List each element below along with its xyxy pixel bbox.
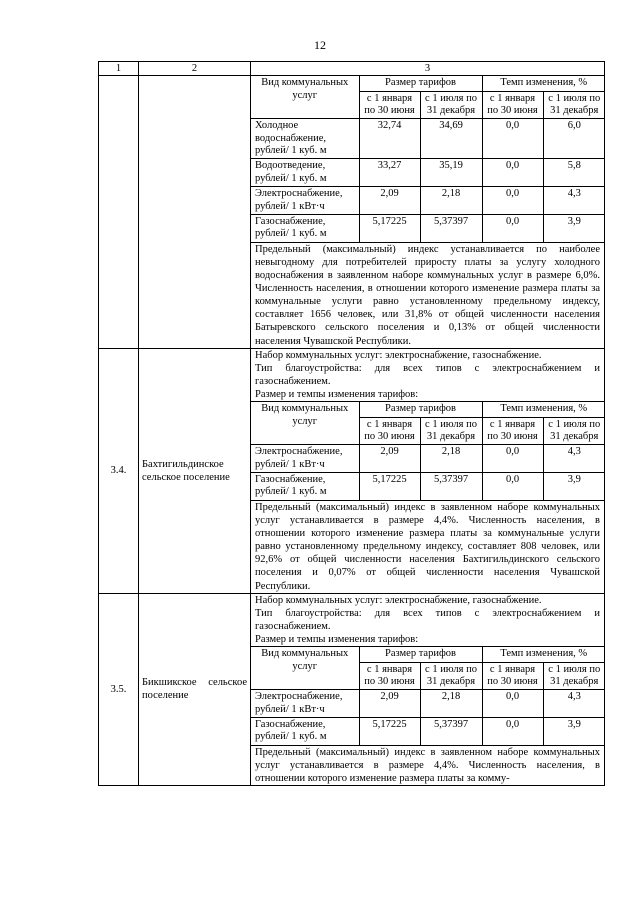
period-2: с 1 июля по 31 декабря [543, 91, 605, 119]
block2-num: 3.4. [99, 348, 139, 593]
service-name: Водоотведение, рублей/ 1 куб. м [251, 159, 359, 187]
tariff-row [251, 187, 605, 215]
service-name: Газоснабжение, рублей/ 1 куб. м [251, 473, 359, 501]
rate-value: 0,0 [482, 159, 543, 187]
tariff-value: 2,18 [420, 187, 482, 215]
rate-value: 0,0 [482, 690, 543, 718]
tariff-row [251, 473, 605, 501]
tariff-value: 5,17225 [359, 214, 420, 242]
main-table [98, 61, 605, 786]
tariff-header-rate: Темп изменения, % [482, 647, 605, 662]
period-1: с 1 января по 30 июня [359, 417, 420, 445]
block1-num [99, 76, 139, 349]
block1-name [139, 76, 251, 349]
rate-value: 0,0 [482, 473, 543, 501]
block3-type: Тип благоустройства: для всех типов с электроснабжением и газоснабжением. [255, 607, 600, 632]
rate-value: 4,3 [543, 445, 605, 473]
tariff-header-size: Размер тарифов [359, 76, 482, 91]
tariff-value: 2,09 [359, 445, 420, 473]
period-1: с 1 января по 30 июня [359, 91, 420, 119]
tariff-table-3 [251, 646, 605, 746]
service-name: Газоснабжение, рублей/ 1 куб. м [251, 214, 359, 242]
rate-value: 5,8 [543, 159, 605, 187]
period-2: с 1 июля по 31 декабря [420, 662, 482, 690]
period-1: с 1 января по 30 июня [482, 91, 543, 119]
rate-value: 0,0 [482, 187, 543, 215]
tariff-row [251, 214, 605, 242]
service-name: Холодное водоснабжение, рублей/ 1 куб. м [251, 119, 359, 159]
row-block3 [99, 593, 605, 786]
tariff-value: 35,19 [420, 159, 482, 187]
tariff-value: 2,09 [359, 690, 420, 718]
period-1: с 1 января по 30 июня [482, 417, 543, 445]
tariff-value: 5,37397 [420, 473, 482, 501]
service-name: Электроснабжение, рублей/ 1 кВт·ч [251, 690, 359, 718]
row-block1 [99, 76, 605, 349]
rate-value: 0,0 [482, 214, 543, 242]
block2-note: Предельный (максимальный) индекс в заявленном наборе коммунальных услуг устанавливается в размере 4,4%. Численность населения, в отношении которого изменение размера платы за коммунальные услуги равно установленному предельному индексу, составляет 808 человек, или 92,6% от общей численности населения Бахтигильдинского сельского поселения и 0,07% от общей численности населения Чувашской Республики. [255, 501, 600, 592]
tariff-row [251, 445, 605, 473]
tariff-table-1 [251, 76, 605, 243]
period-2: с 1 июля по 31 декабря [420, 91, 482, 119]
period-2: с 1 июля по 31 декабря [543, 417, 605, 445]
rate-value: 3,9 [543, 473, 605, 501]
rate-value: 0,0 [482, 718, 543, 746]
block2-caption: Размер и темпы изменения тарифов: [255, 389, 419, 400]
service-name: Электроснабжение, рублей/ 1 кВт·ч [251, 445, 359, 473]
period-2: с 1 июля по 31 декабря [420, 417, 482, 445]
block3-name: Бикшикское сельское поселение [139, 593, 251, 786]
tariff-value: 33,27 [359, 159, 420, 187]
tariff-value: 2,09 [359, 187, 420, 215]
page-number: 12 [314, 38, 326, 52]
block2-set: Набор коммунальных услуг: электроснабжение, газоснабжение. [255, 349, 542, 361]
rate-value: 6,0 [543, 119, 605, 159]
tariff-header-kind: Вид коммунальных услуг [251, 76, 359, 119]
block2-content [251, 348, 605, 593]
rate-value: 0,0 [482, 119, 543, 159]
block1-content [251, 76, 605, 349]
block3-content [251, 593, 605, 786]
block1-note: Предельный (максимальный) индекс устанавливается по наиболее невыгодному для потребителей приросту платы за услугу холодного водоснабжения в заявленном наборе коммунальных услуг в размере 6,0%. Численность населения, в отношении которого изменение размера платы за коммунальные услуги равно установленному предельному индексу, составляет 1656 человек, или 31,8% от общей численности населения Батыревского сельского поселения и 0,13% от общей численности населения Чувашской Республики. [255, 243, 600, 347]
tariff-header-size: Размер тарифов [359, 647, 482, 662]
service-name: Газоснабжение, рублей/ 1 куб. м [251, 718, 359, 746]
period-1: с 1 января по 30 июня [482, 662, 543, 690]
rate-value: 3,9 [543, 214, 605, 242]
header-row [99, 62, 605, 76]
rate-value: 4,3 [543, 690, 605, 718]
tariff-row [251, 718, 605, 746]
tariff-value: 2,18 [420, 445, 482, 473]
tariff-row [251, 159, 605, 187]
rate-value: 3,9 [543, 718, 605, 746]
tariff-value: 5,17225 [359, 718, 420, 746]
tariff-header-rate: Темп изменения, % [482, 76, 605, 91]
tariff-value: 5,37397 [420, 718, 482, 746]
service-name: Электроснабжение, рублей/ 1 кВт·ч [251, 187, 359, 215]
period-1: с 1 января по 30 июня [359, 662, 420, 690]
block3-num: 3.5. [99, 593, 139, 786]
tariff-header-kind: Вид коммунальных услуг [251, 402, 359, 445]
tariff-value: 2,18 [420, 690, 482, 718]
tariff-table-2 [251, 401, 605, 501]
period-2: с 1 июля по 31 декабря [543, 662, 605, 690]
block3-set: Набор коммунальных услуг: электроснабжение, газоснабжение. [255, 594, 542, 606]
tariff-value: 34,69 [420, 119, 482, 159]
tariff-value: 5,37397 [420, 214, 482, 242]
header-col3: 3 [251, 62, 605, 76]
tariff-header-size: Размер тарифов [359, 402, 482, 417]
block3-caption: Размер и темпы изменения тарифов: [255, 634, 419, 645]
tariff-value: 5,17225 [359, 473, 420, 501]
rate-value: 0,0 [482, 445, 543, 473]
tariff-row [251, 690, 605, 718]
block3-note: Предельный (максимальный) индекс в заявленном наборе коммунальных услуг устанавливается в размере 4,4%. Численность населения, в отношении которого изменение размера платы за комму- [255, 746, 600, 784]
rate-value: 4,3 [543, 187, 605, 215]
tariff-header-kind: Вид коммунальных услуг [251, 647, 359, 690]
header-col1: 1 [99, 62, 139, 76]
tariff-value: 32,74 [359, 119, 420, 159]
row-block2 [99, 348, 605, 593]
tariff-header-rate: Темп изменения, % [482, 402, 605, 417]
block2-type: Тип благоустройства: для всех типов с электроснабжением и газоснабжением. [255, 362, 600, 387]
block2-name: Бахтигильдинское сельское поселение [139, 348, 251, 593]
header-col2: 2 [139, 62, 251, 76]
tariff-row [251, 119, 605, 159]
